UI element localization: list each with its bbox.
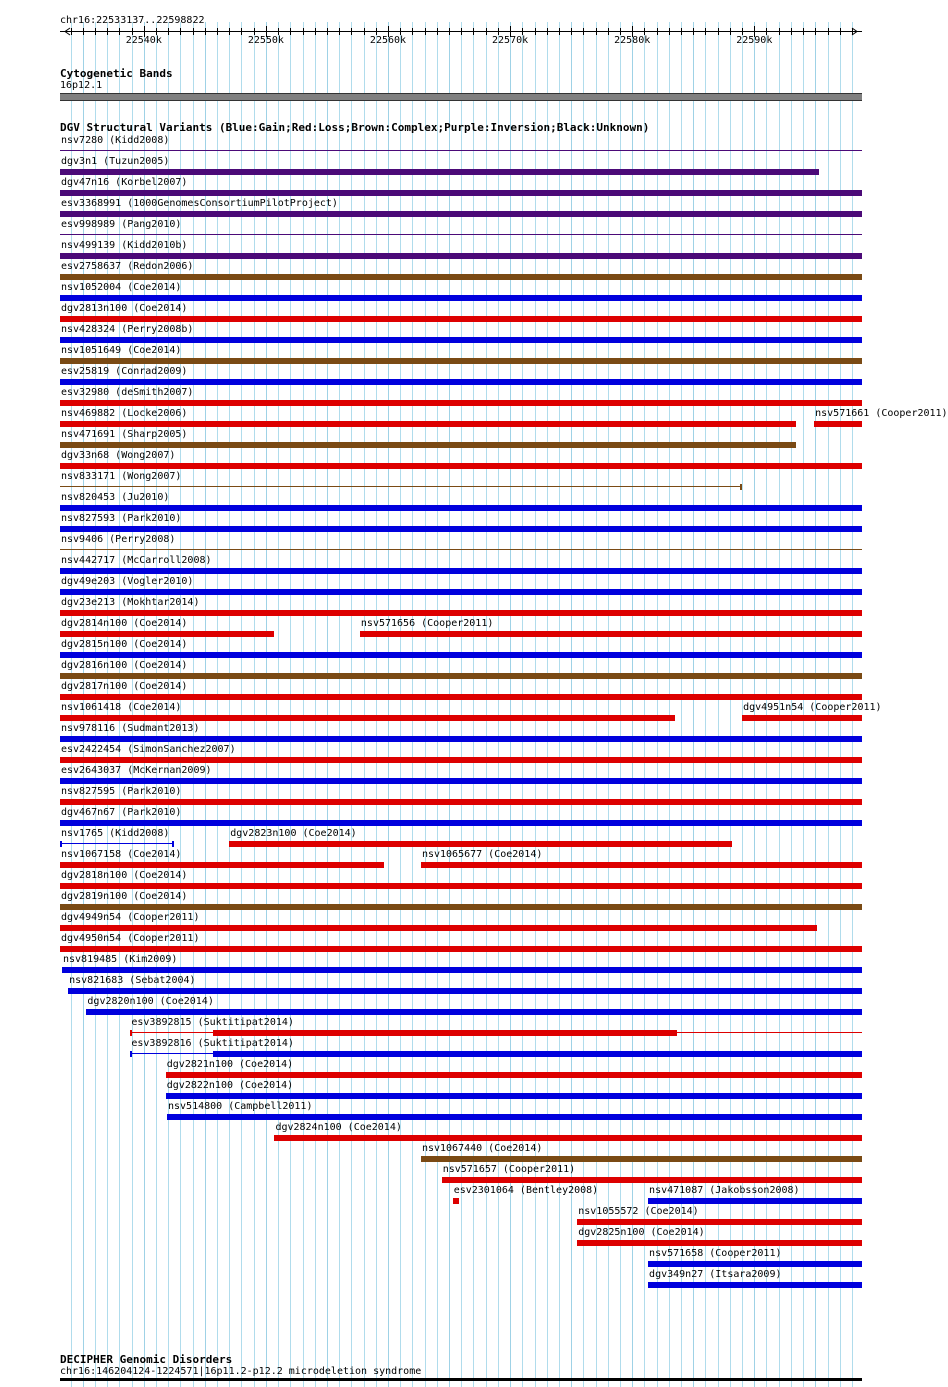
cytoband-track-title: Cytogenetic Bands	[60, 67, 173, 80]
dgv-feature-bar[interactable]	[60, 673, 862, 679]
dgv-feature-label: esv2301064 (Bentley2008)	[453, 1185, 599, 1196]
dgv-feature-bar[interactable]	[60, 295, 862, 301]
dgv-feature-bar[interactable]	[60, 799, 862, 805]
dgv-feature-label: nsv469882 (Locke2006)	[61, 408, 188, 419]
dgv-feature-bar[interactable]	[60, 486, 742, 487]
dgv-feature-label: esv2643037 (McKernan2009)	[61, 765, 212, 776]
dgv-feature-bar[interactable]	[742, 715, 862, 721]
dgv-feature-bar[interactable]	[86, 1009, 862, 1015]
dgv-feature-bar[interactable]	[60, 843, 174, 844]
dgv-feature-bar[interactable]	[60, 589, 862, 595]
dgv-feature-bar[interactable]	[60, 379, 862, 385]
dgv-feature-bar[interactable]	[60, 400, 862, 406]
dgv-feature-bar[interactable]	[60, 505, 862, 511]
dgv-feature-bar[interactable]	[577, 1219, 862, 1225]
ruler-coordinate-label: chr16:22533137..22598822	[60, 15, 205, 26]
dgv-feature-label: nsv1055572 (Coe2014)	[578, 1206, 699, 1217]
dgv-feature-label: dgv47n16 (Korbel2007)	[61, 177, 188, 188]
dgv-feature-label: dgv2817n100 (Coe2014)	[61, 681, 188, 692]
dgv-feature-label: nsv819485 (Kim2009)	[62, 954, 178, 965]
dgv-feature-label: nsv442717 (McCarroll2008)	[61, 555, 212, 566]
dgv-feature-label: nsv1067440 (Coe2014)	[421, 1143, 543, 1154]
dgv-feature-bar[interactable]	[60, 631, 274, 637]
dgv-feature-label: dgv349n27 (Itsara2009)	[649, 1269, 782, 1280]
dgv-feature-label: nsv471087 (Jakobsson2008)	[649, 1185, 800, 1196]
dgv-feature-bar[interactable]	[60, 904, 862, 910]
dgv-feature-cap	[60, 841, 62, 847]
dgv-feature-bar[interactable]	[421, 862, 862, 868]
dgv-feature-bar[interactable]	[60, 715, 675, 721]
dgv-feature-label: dgv2822n100 (Coe2014)	[166, 1080, 294, 1091]
dgv-feature-label: esv3368991 (1000GenomesConsortiumPilotProject)	[61, 198, 338, 209]
dgv-feature-label: dgv2816n100 (Coe2014)	[61, 660, 188, 671]
ruler-tick-label: 22540k	[125, 35, 162, 46]
dgv-feature-label: nsv1765 (Kidd2008)	[61, 828, 170, 839]
ruler-tick-label: 22550k	[247, 35, 284, 46]
dgv-feature-label: nsv1061418 (Coe2014)	[61, 702, 182, 713]
dgv-feature-bar[interactable]	[60, 862, 384, 868]
dgv-feature-label: nsv499139 (Kidd2010b)	[61, 240, 188, 251]
dgv-feature-bar[interactable]	[62, 967, 862, 973]
dgv-feature-label: dgv467n67 (Park2010)	[61, 807, 182, 818]
dgv-feature-bar[interactable]	[60, 211, 862, 217]
dgv-feature-bar[interactable]	[60, 568, 862, 574]
dgv-feature-label: nsv827593 (Park2010)	[61, 513, 182, 524]
dgv-feature-thick-segment[interactable]	[213, 1030, 677, 1036]
dgv-feature-cap	[130, 1051, 132, 1057]
dgv-feature-bar[interactable]	[60, 820, 862, 826]
dgv-feature-bar[interactable]	[60, 694, 862, 700]
dgv-feature-label: dgv2815n100 (Coe2014)	[61, 639, 188, 650]
dgv-feature-bar[interactable]	[577, 1240, 862, 1246]
dgv-feature-bar[interactable]	[166, 1093, 862, 1099]
dgv-track-title: DGV Structural Variants (Blue:Gain;Red:Loss;Brown:Complex;Purple:Inversion;Black:Unknown)	[60, 121, 650, 134]
dgv-feature-bar[interactable]	[60, 316, 862, 322]
cytoband-bar[interactable]	[60, 93, 862, 101]
dgv-feature-label: nsv571658 (Cooper2011)	[649, 1248, 782, 1259]
dgv-feature-bar[interactable]	[274, 1135, 862, 1141]
dgv-feature-cap	[172, 841, 174, 847]
dgv-feature-bar[interactable]	[60, 274, 862, 280]
dgv-feature-cap	[740, 484, 742, 490]
dgv-feature-label: dgv2820n100 (Coe2014)	[87, 996, 214, 1007]
dgv-feature-label: nsv820453 (Ju2010)	[61, 492, 170, 503]
dgv-feature-label: nsv1067158 (Coe2014)	[61, 849, 182, 860]
dgv-feature-bar[interactable]	[60, 925, 817, 931]
dgv-feature-label: esv32980 (deSmith2007)	[61, 387, 194, 398]
dgv-feature-bar[interactable]	[60, 778, 862, 784]
dgv-feature-label: dgv33n68 (Wong2007)	[61, 450, 176, 461]
dgv-feature-bar[interactable]	[453, 1198, 459, 1204]
dgv-feature-label: nsv7280 (Kidd2008)	[61, 135, 170, 146]
dgv-feature-bar[interactable]	[60, 757, 862, 763]
dgv-feature-label: dgv2821n100 (Coe2014)	[166, 1059, 294, 1070]
dgv-feature-bar[interactable]	[60, 169, 819, 175]
dgv-feature-label: dgv23e213 (Mokhtar2014)	[61, 597, 200, 608]
dgv-feature-label: dgv2824n100 (Coe2014)	[275, 1122, 402, 1133]
dgv-feature-label: dgv4950n54 (Cooper2011)	[61, 933, 200, 944]
dgv-feature-label: esv2422454 (SimonSanchez2007)	[61, 744, 236, 755]
cytoband-label: 16p12.1	[60, 80, 103, 91]
dgv-feature-label: nsv1051649 (Coe2014)	[61, 345, 182, 356]
dgv-feature-label: dgv2818n100 (Coe2014)	[61, 870, 188, 881]
dgv-feature-bar[interactable]	[167, 1114, 862, 1120]
dgv-feature-label: dgv2814n100 (Coe2014)	[61, 618, 188, 629]
dgv-feature-label: nsv821683 (Sebat2004)	[69, 975, 196, 986]
dgv-feature-label: nsv978116 (Sudmant2013)	[61, 723, 200, 734]
dgv-feature-label: nsv571661 (Cooper2011)	[815, 408, 948, 419]
decipher-track-title: DECIPHER Genomic Disorders	[60, 1353, 233, 1366]
dgv-feature-label: dgv2825n100 (Coe2014)	[578, 1227, 705, 1238]
dgv-feature-bar[interactable]	[60, 150, 862, 151]
ruler-tick-label: 22580k	[614, 35, 651, 46]
dgv-feature-label: dgv2819n100 (Coe2014)	[61, 891, 188, 902]
dgv-feature-label: dgv4951n54 (Cooper2011)	[743, 702, 882, 713]
dgv-feature-bar[interactable]	[60, 337, 862, 343]
ruler-tick-label: 22590k	[736, 35, 773, 46]
dgv-feature-bar[interactable]	[360, 631, 862, 637]
dgv-feature-label: esv2758637 (Redon2006)	[61, 261, 194, 272]
dgv-feature-label: esv998989 (Pang2010)	[61, 219, 182, 230]
dgv-feature-label: esv25819 (Conrad2009)	[61, 366, 188, 377]
dgv-feature-bar[interactable]	[68, 988, 862, 994]
dgv-feature-bar[interactable]	[60, 652, 862, 658]
decipher-feature-bar[interactable]	[60, 1378, 862, 1381]
dgv-feature-bar[interactable]	[60, 234, 862, 235]
dgv-feature-label: nsv571656 (Cooper2011)	[360, 618, 494, 629]
dgv-feature-bar[interactable]	[648, 1282, 862, 1288]
dgv-feature-bar[interactable]	[60, 883, 862, 889]
dgv-feature-bar[interactable]	[421, 1156, 862, 1162]
dgv-feature-bar[interactable]	[166, 1072, 862, 1078]
dgv-feature-label: nsv1065677 (Coe2014)	[421, 849, 543, 860]
dgv-feature-bar[interactable]	[60, 946, 862, 952]
dgv-feature-label: dgv2813n100 (Coe2014)	[61, 303, 188, 314]
dgv-feature-thick-segment[interactable]	[213, 1051, 862, 1057]
dgv-feature-bar[interactable]	[60, 190, 862, 196]
dgv-feature-label: dgv4949n54 (Cooper2011)	[61, 912, 200, 923]
dgv-feature-bar[interactable]	[60, 736, 862, 742]
dgv-feature-bar[interactable]	[814, 421, 862, 427]
dgv-feature-bar[interactable]	[60, 421, 796, 427]
decipher-feature-label: chr16:146204124-1224571|16p11.2-p12.2 microdeletion syndrome	[60, 1366, 422, 1377]
dgv-feature-label: esv3892816 (Suktitipat2014)	[131, 1038, 294, 1049]
dgv-feature-bar[interactable]	[60, 358, 862, 364]
dgv-feature-bar[interactable]	[60, 253, 862, 259]
dgv-feature-bar[interactable]	[442, 1177, 862, 1183]
dgv-feature-label: nsv571657 (Cooper2011)	[442, 1164, 576, 1175]
dgv-feature-label: nsv827595 (Park2010)	[61, 786, 182, 797]
dgv-feature-label: nsv1052004 (Coe2014)	[61, 282, 182, 293]
dgv-feature-label: nsv514800 (Campbell2011)	[167, 1101, 313, 1112]
dgv-feature-label: nsv833171 (Wong2007)	[61, 471, 182, 482]
dgv-feature-label: nsv428324 (Perry2008b)	[61, 324, 194, 335]
ruler-tick-label: 22570k	[492, 35, 529, 46]
dgv-feature-label: nsv9406 (Perry2008)	[61, 534, 176, 545]
dgv-feature-label: dgv2823n100 (Coe2014)	[230, 828, 357, 839]
dgv-feature-bar[interactable]	[60, 610, 862, 616]
dgv-feature-label: dgv3n1 (Tuzun2005)	[61, 156, 170, 167]
dgv-feature-cap	[130, 1030, 132, 1036]
dgv-feature-bar[interactable]	[648, 1198, 862, 1204]
dgv-feature-bar[interactable]	[229, 841, 732, 847]
dgv-feature-bar[interactable]	[648, 1261, 862, 1267]
dgv-feature-label: esv3892815 (Suktitipat2014)	[131, 1017, 294, 1028]
dgv-feature-bar[interactable]	[60, 442, 796, 448]
dgv-feature-bar[interactable]	[60, 549, 862, 550]
dgv-feature-bar[interactable]	[60, 463, 862, 469]
dgv-feature-label: nsv471691 (Sharp2005)	[61, 429, 188, 440]
dgv-feature-label: dgv49e203 (Vogler2010)	[61, 576, 194, 587]
ruler-tick-label: 22560k	[369, 35, 407, 46]
dgv-feature-bar[interactable]	[60, 526, 862, 532]
